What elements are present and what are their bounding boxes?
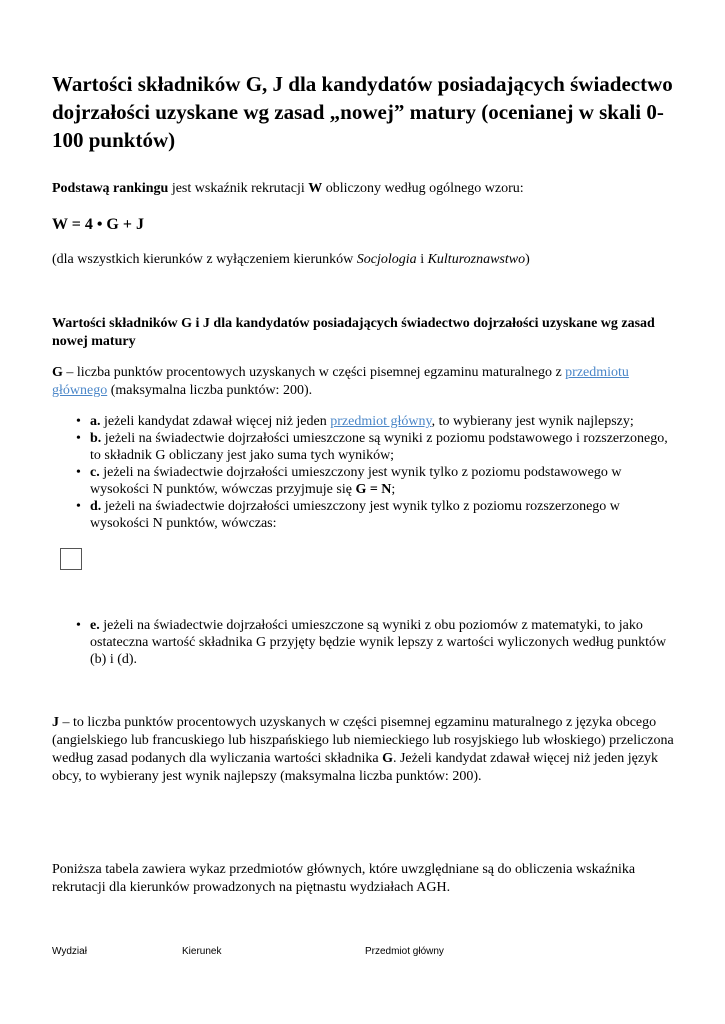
- bullet-c: •: [76, 465, 81, 480]
- scope-socjologia: Socjologia: [356, 252, 417, 267]
- rule-e: [76, 617, 680, 668]
- ranking-intro-bold: Podstawą rankingu: [52, 181, 169, 196]
- scope-text1: (dla wszystkich kierunków z wyłączeniem kierunków: [52, 252, 357, 267]
- ranking-formula: W = 4 • G + J: [52, 216, 144, 233]
- j-def-text1: – to liczba punktów procentowych uzyskanych w części pisemnej egzaminu maturalnego z języka obcego (angielskiego lub francuskiego lub hiszpańskiego lub niemieckiego lub rosyjskiego lub włoskiego) przeliczona według zasad podanych dla wyliczania wartości składnika: [52, 715, 674, 766]
- j-letter: J: [52, 715, 59, 730]
- rule-c-label: c.: [90, 465, 100, 480]
- rule-c: [76, 464, 680, 498]
- przedmiot-glowny-link[interactable]: przedmiotu głównego: [52, 365, 629, 398]
- scope-kulturoznawstwo: Kulturoznawstwo: [427, 252, 526, 267]
- rule-d-label: d.: [90, 499, 102, 514]
- bullet-e: •: [76, 618, 81, 633]
- g-definition: [52, 364, 678, 400]
- scope-and: i: [416, 252, 428, 267]
- przedmiot-glowny-link-2[interactable]: przedmiot główny: [330, 414, 432, 429]
- rules-list-bottom: [74, 617, 680, 668]
- g-def-text2: (maksymalna liczba punktów: 200).: [107, 383, 313, 398]
- table-header-przedmiot: Przedmiot główny: [365, 946, 444, 957]
- j-def-text2: . Jeżeli kandydat zdawał więcej niż jeden język obcy, to wybierany jest wynik najlepszy (maksymalna liczba punktów: 200).: [52, 751, 659, 784]
- bullet-a: •: [76, 414, 81, 429]
- page-title: Wartości składników G, J dla kandydatów posiadających świadectwo dojrzałości uzyskane wg zasad „nowej” matury (ocenianej w skali 0-100 punktów): [52, 72, 673, 152]
- g-letter: G: [52, 365, 63, 380]
- table-header-wydzial: Wydział: [52, 946, 87, 957]
- rules-list-top: [74, 413, 680, 532]
- section-heading: Wartości składników G i J dla kandydatów posiadających świadectwo dojrzałości uzyskane wg zasad nowej matury: [52, 316, 655, 349]
- j-definition: [52, 714, 678, 786]
- bullet-b: •: [76, 431, 81, 446]
- ranking-intro-text1: jest wskaźnik rekrutacji: [168, 181, 309, 196]
- formula-image-placeholder: [60, 548, 82, 570]
- rule-d: [76, 498, 680, 532]
- rule-e-label: e.: [90, 618, 100, 633]
- rule-a: [76, 413, 680, 430]
- table-header-kierunek: Kierunek: [182, 946, 222, 957]
- rule-b-text: jeżeli na świadectwie dojrzałości umieszczone są wyniki z poziomu podstawowego i rozszerzonego, to składnik G obliczany jest jako suma tych wyników;: [90, 431, 668, 463]
- rule-a-label: a.: [90, 414, 101, 429]
- j-def-g: G: [382, 751, 393, 766]
- rule-b: [76, 430, 680, 464]
- g-def-text1: – liczba punktów procentowych uzyskanych w części pisemnej egzaminu maturalnego z: [62, 365, 566, 380]
- rule-d-text: jeżeli na świadectwie dojrzałości umieszczony jest wynik tylko z poziomu rozszerzonego w wysokości N punktów, wówczas:: [90, 499, 620, 531]
- ranking-intro: [52, 180, 678, 198]
- ranking-intro-w: W: [308, 181, 323, 196]
- rule-c-bold: G = N: [355, 482, 392, 497]
- scope-close: ): [525, 252, 530, 267]
- rule-c-text2: ;: [391, 482, 396, 497]
- table-intro: Poniższa tabela zawiera wykaz przedmiotów głównych, które uwzględniane są do obliczenia wskaźnika rekrutacji dla kierunków prowadzonych na piętnastu wydziałach AGH.: [52, 862, 636, 895]
- rule-a-text1: jeżeli kandydat zdawał więcej niż jeden: [100, 414, 331, 429]
- ranking-intro-text2: obliczony według ogólnego wzoru:: [322, 181, 524, 196]
- rule-c-text1: jeżeli na świadectwie dojrzałości umieszczony jest wynik tylko z poziomu podstawowego w wysokości N punktów, wówczas przyjmuje się: [90, 465, 622, 497]
- rule-b-label: b.: [90, 431, 102, 446]
- rule-a-text2: , to wybierany jest wynik najlepszy;: [431, 414, 634, 429]
- bullet-d: •: [76, 499, 81, 514]
- formula-scope: [52, 251, 678, 269]
- rule-e-text: jeżeli na świadectwie dojrzałości umieszczone są wyniki z obu poziomów z matematyki, to jako ostateczna wartość składnika G przyjęty będzie wynik lepszy z wartości wyliczonych według punktów (b) i (d).: [90, 618, 667, 667]
